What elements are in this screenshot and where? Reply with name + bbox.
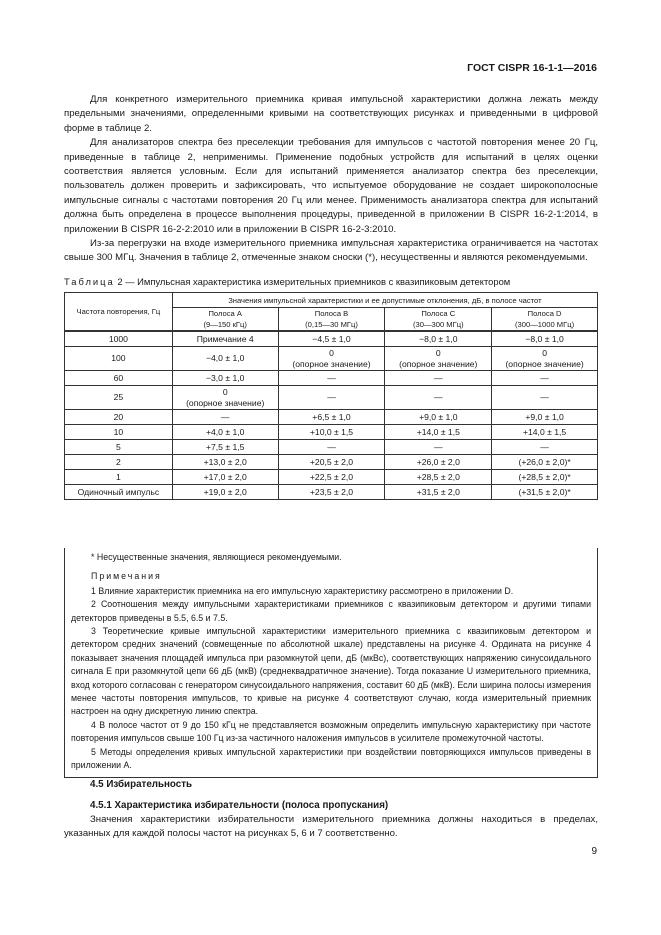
table-caption-number: 2 [117, 276, 123, 287]
page-number: 9 [591, 846, 597, 857]
table-caption [64, 276, 604, 287]
table-cell-band-a: 0 (опорное значение) [172, 386, 278, 410]
column-header-band-a: Полоса А (9—150 кГц) [172, 308, 278, 332]
paragraph: Значения характеристики избирательности измерительного приемника должны находиться в пределах, указанных для каждой полосы частот на рисунках 5, 6 и 7 соответственно. [64, 814, 598, 840]
table-cell-band-b: +6,5 ± 1,0 [278, 410, 385, 425]
impulse-response-table [64, 292, 598, 500]
table-cell-band-a: +13,0 ± 2,0 [172, 455, 278, 470]
table-cell-band-c: +28,5 ± 2,0 [385, 470, 492, 485]
table-cell-band-b: — [278, 371, 385, 386]
table-notes [64, 548, 598, 778]
table-row [65, 410, 598, 425]
table-cell-band-a: +19,0 ± 2,0 [172, 485, 278, 500]
table-caption-prefix: Таблица [64, 276, 115, 287]
table-cell-frequency: 20 [65, 410, 173, 425]
table-cell-frequency: 1 [65, 470, 173, 485]
table-cell-frequency: 100 [65, 347, 173, 371]
table-row [65, 386, 598, 410]
table-caption-text: — Импульсная характеристика измерительных приемников с квазипиковым детектором [125, 276, 511, 287]
table-cell-frequency: 60 [65, 371, 173, 386]
column-header-band-d: Полоса D (300—1000 МГц) [492, 308, 598, 332]
table-body [65, 331, 598, 500]
table-cell-band-c: +9,0 ± 1,0 [385, 410, 492, 425]
note-item: 5 Методы определения кривых импульсной характеристики при воздействии повторяющихся импульсов приведены в приложении А. [71, 746, 591, 771]
table-footnote: * Несущественные значения, являющиеся рекомендуемыми. [91, 552, 342, 562]
table-cell-band-b: — [278, 440, 385, 455]
paragraph: Из-за перегрузки на входе измерительного приемника импульсная характеристика ограничивается на частотах свыше 300 МГц. Значения в таблице 2, отмеченные знаком сноски (*), несущественны и являются рекомендуемыми. [64, 238, 598, 264]
table-row [65, 347, 598, 371]
table-cell-frequency: Одиночный импульс [65, 485, 173, 500]
table-cell-frequency: 1000 [65, 331, 173, 347]
intro-text [64, 93, 598, 266]
table-cell-band-b: +23,5 ± 2,0 [278, 485, 385, 500]
table-cell-band-d: — [492, 386, 598, 410]
table-cell-band-d: 0 (опорное значение) [492, 347, 598, 371]
table-cell-frequency: 2 [65, 455, 173, 470]
table-cell-band-a: −3,0 ± 1,0 [172, 371, 278, 386]
table-cell-band-a: −4,0 ± 1,0 [172, 347, 278, 371]
table-cell-band-a: — [172, 410, 278, 425]
table-cell-band-d: −8,0 ± 1,0 [492, 331, 598, 347]
table-cell-band-c: — [385, 440, 492, 455]
table-cell-band-b: +20,5 ± 2,0 [278, 455, 385, 470]
note-item: 1 Влияние характеристик приемника на его импульсную характеристику рассмотрено в приложении D. [91, 585, 514, 596]
table-row [65, 440, 598, 455]
table-cell-band-a: +4,0 ± 1,0 [172, 425, 278, 440]
table-row [65, 455, 598, 470]
table-cell-band-d: (+31,5 ± 2,0)* [492, 485, 598, 500]
table-cell-band-b: +22,5 ± 2,0 [278, 470, 385, 485]
column-header-frequency: Частота повторения, Гц [65, 293, 173, 332]
table-cell-frequency: 10 [65, 425, 173, 440]
note-item: 2 Соотношения между импульсными характеристиками приемников с квазипиковым детектором и другими типами детекторов приведены в 5.5, 6.5 и 7.5. [71, 599, 591, 623]
table-cell-frequency: 25 [65, 386, 173, 410]
table-cell-band-c: — [385, 371, 492, 386]
table-cell-band-a: Примечание 4 [172, 331, 278, 347]
table-row [65, 371, 598, 386]
table-cell-band-d: +14,0 ± 1,5 [492, 425, 598, 440]
table-cell-band-d: (+26,0 ± 2,0)* [492, 455, 598, 470]
note-item: 4 В полосе частот от 9 до 150 кГц не представляется возможным определить импульсную характеристику при частоте повторения импульсов свыше 100 Гц из-за частичного наложения импульсов в усилителе промежуточной частоты. [71, 719, 591, 744]
table-cell-band-b: −4,5 ± 1,0 [278, 331, 385, 347]
table-cell-band-b: +10,0 ± 1,5 [278, 425, 385, 440]
table-cell-band-c: +26,0 ± 2,0 [385, 455, 492, 470]
table-row [65, 425, 598, 440]
table-cell-band-c: +31,5 ± 2,0 [385, 485, 492, 500]
table-cell-band-c: −8,0 ± 1,0 [385, 331, 492, 347]
column-header-band-c: Полоса С (30—300 МГц) [385, 308, 492, 332]
table-row [65, 470, 598, 485]
subsection-heading: 4.5.1 Характеристика избирательности (полоса пропускания) [90, 800, 389, 811]
final-text [64, 813, 598, 842]
column-group-header: Значения импульсной характеристики и ее допустимые отклонения, дБ, в полосе частот [172, 293, 597, 308]
table-cell-band-d: +9,0 ± 1,0 [492, 410, 598, 425]
table-cell-band-d: — [492, 371, 598, 386]
notes-heading: Примечания [91, 571, 162, 582]
paragraph: Для анализаторов спектра без преселекции требования для импульсов с частотой повторения менее 20 Гц, приведенные в таблице 2, неприменимы. Применение подобных устройств для испытаний в целях оценки соответствия является условным. Если для испытаний применяется анализатор спектра без преселекции, пользователь должен проверить и зафиксировать, что испытуемое оборудование не создает широкополосные импульсные сигналы с частотами повторения 20 Гц или менее. Применимость анализатора спектра для испытаний должна быть определена в процессе выполнения процедуры, приведенной в приложении В CISPR 16-2-1:2014, в приложении В CISPR 16-2-2:2010 или в приложении В CISPR 16-2-3:2010. [64, 137, 598, 235]
table-cell-band-a: +7,5 ± 1,5 [172, 440, 278, 455]
section-heading: 4.5 Избирательность [90, 779, 193, 790]
column-header-band-b: Полоса В (0,15—30 МГц) [278, 308, 385, 332]
table-cell-frequency: 5 [65, 440, 173, 455]
table-row [65, 331, 598, 347]
table-cell-band-d: (+28,5 ± 2,0)* [492, 470, 598, 485]
paragraph: Для конкретного измерительного приемника кривая импульсной характеристики должна лежать между предельными значениями, определенными кривыми на соответствующих рисунках и приведенными в цифровой форме в таблице 2. [64, 94, 598, 134]
table-cell-band-a: +17,0 ± 2,0 [172, 470, 278, 485]
table-cell-band-c: — [385, 386, 492, 410]
table-cell-band-b: — [278, 386, 385, 410]
document-header: ГОСТ CISPR 16-1-1—2016 [467, 62, 597, 74]
table-cell-band-c: 0 (опорное значение) [385, 347, 492, 371]
table-cell-band-d: — [492, 440, 598, 455]
table-row [65, 485, 598, 500]
note-item: 3 Теоретические кривые импульсной характеристики измерительного приемника с квазипиковым детектором и детектором средних значений (совмещенные по абсолютной шкале) представлены на рисунке 4. Ордината на рисунке 4 показывает значения площадей импульса при разомкнутой цепи, дБ (мкВс), соответствующих напряжению синусоидального сигнала E при разомкнутой цепи 66 дБ (мкВ) (среднеквадратичное значение). Тогда показание U измерительного приемника, вход которого согласован с генератором синусоидального напряжения, составит 60 дБ (мкВ). Если ширина полосы измерения менее частоты повторения импульсов, то кривые на рисунке 4 соответствуют случаю, когда измерительный приемник настроен на одну дискретную линию спектра. [71, 626, 591, 717]
table-cell-band-c: +14,0 ± 1,5 [385, 425, 492, 440]
table-cell-band-b: 0 (опорное значение) [278, 347, 385, 371]
